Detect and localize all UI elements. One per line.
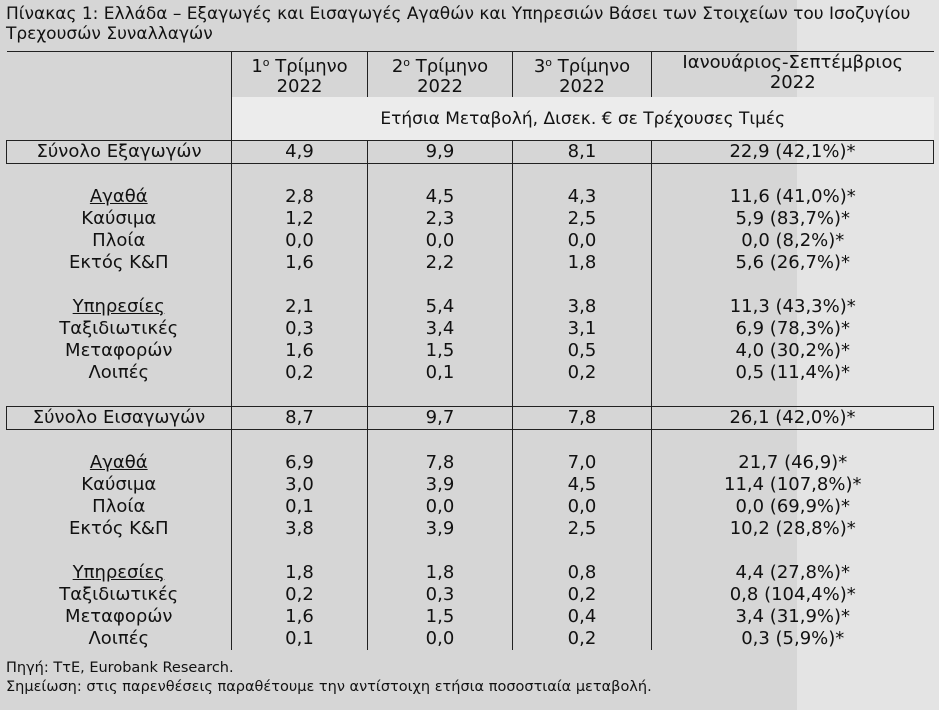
cell-q3: 2,5 bbox=[513, 518, 652, 540]
row-label: Λοιπές bbox=[88, 628, 150, 649]
spacer-row bbox=[7, 430, 934, 453]
cell-q3: 0,0 bbox=[513, 230, 652, 252]
table-row bbox=[7, 340, 934, 362]
row-label bbox=[7, 296, 232, 318]
cell-ytd: 0,0 (8,2%)* bbox=[652, 230, 934, 252]
cell-q2: 5,4 bbox=[368, 296, 513, 318]
cell-q2: 7,8 bbox=[368, 452, 513, 474]
cell-q3: 0,0 bbox=[513, 496, 652, 518]
header-q1-num: 1 bbox=[251, 56, 263, 77]
table-row bbox=[7, 628, 934, 650]
header-q1-word: Τρίμηνο bbox=[275, 56, 348, 77]
source-note: Πηγή: ΤτΕ, Eurobank Research. bbox=[6, 660, 234, 676]
row-label: Πλοία bbox=[92, 496, 146, 517]
table-row bbox=[7, 362, 934, 384]
cell-q2: 3,9 bbox=[368, 474, 513, 496]
cell-q2: 3,9 bbox=[368, 518, 513, 540]
header-q1-year: 2022 bbox=[276, 76, 323, 97]
row-label: Λοιπές bbox=[88, 362, 150, 383]
header-q3-word: Τρίμηνο bbox=[557, 56, 631, 77]
table-row bbox=[7, 296, 934, 318]
row-label: Εκτός Κ&Π bbox=[69, 252, 169, 273]
table-title: Πίνακας 1: Ελλάδα – Εξαγωγές και Εισαγωγές Αγαθών και Υπηρεσιών Βάσει των Στοιχείων του Ισοζυγίου Τρεχουσών Συναλλαγών bbox=[6, 4, 911, 44]
cell-q1: 1,8 bbox=[232, 562, 368, 584]
header-q3-sup: ο bbox=[545, 56, 552, 69]
cell-q1: 1,6 bbox=[232, 340, 368, 362]
cell-q3: 7,8 bbox=[513, 407, 652, 430]
cell-q1: 0,1 bbox=[232, 496, 368, 518]
cell-q3: 8,1 bbox=[513, 141, 652, 164]
exports-total-row bbox=[7, 141, 934, 164]
cell-q3: 3,8 bbox=[513, 296, 652, 318]
cell-q2: 2,2 bbox=[368, 252, 513, 274]
spacer-row bbox=[7, 164, 934, 187]
cell-q3: 4,5 bbox=[513, 474, 652, 496]
cell-q1: 1,2 bbox=[232, 208, 368, 230]
header-q1 bbox=[232, 52, 368, 98]
cell-q3: 0,5 bbox=[513, 340, 652, 362]
cell-q1: 0,2 bbox=[232, 584, 368, 606]
header-q2-num: 2 bbox=[391, 56, 404, 77]
header-q2 bbox=[368, 52, 513, 98]
table-row bbox=[7, 584, 934, 606]
row-label: Καύσιμα bbox=[81, 474, 157, 495]
cell-ytd: 3,4 (31,9%)* bbox=[652, 606, 934, 628]
cell-ytd: 4,0 (30,2%)* bbox=[652, 340, 934, 362]
cell-q2: 1,5 bbox=[368, 340, 513, 362]
cell-q1: 8,7 bbox=[232, 407, 368, 430]
cell-ytd: 0,3 (5,9%)* bbox=[652, 628, 934, 650]
table-row bbox=[7, 186, 934, 208]
cell-q1: 0,3 bbox=[232, 318, 368, 340]
spacer-row bbox=[7, 540, 934, 562]
cell-q2: 2,3 bbox=[368, 208, 513, 230]
table-row bbox=[7, 474, 934, 496]
cell-ytd: 5,9 (83,7%)* bbox=[652, 208, 934, 230]
cell-q3: 7,0 bbox=[513, 452, 652, 474]
cell-q1: 3,0 bbox=[232, 474, 368, 496]
cell-q2: 0,0 bbox=[368, 230, 513, 252]
header-row bbox=[7, 52, 934, 98]
cell-q3: 0,2 bbox=[513, 628, 652, 650]
row-label: Καύσιμα bbox=[81, 208, 157, 229]
row-label: Μεταφορών bbox=[65, 606, 173, 627]
cell-q1: 0,2 bbox=[232, 362, 368, 384]
row-label: Πλοία bbox=[92, 230, 146, 251]
cell-ytd: 0,5 (11,4%)* bbox=[652, 362, 934, 384]
cell-q3: 0,8 bbox=[513, 562, 652, 584]
header-jansep-year: 2022 bbox=[769, 72, 816, 93]
header-q2-word: Τρίμηνο bbox=[415, 56, 489, 77]
header-jansep-line1: Ιανουάριος-Σεπτέμβριος bbox=[682, 52, 904, 73]
table-row bbox=[7, 318, 934, 340]
row-label: Ταξιδιωτικές bbox=[59, 318, 179, 339]
header-q2-year: 2022 bbox=[417, 76, 463, 97]
row-label bbox=[7, 562, 232, 584]
cell-ytd: 4,4 (27,8%)* bbox=[652, 562, 934, 584]
header-empty bbox=[7, 52, 232, 98]
cell-q1: 2,8 bbox=[232, 186, 368, 208]
cell-ytd: 26,1 (42,0%)* bbox=[652, 407, 934, 430]
table-row bbox=[7, 496, 934, 518]
cell-q2: 9,9 bbox=[368, 141, 513, 164]
cell-q2: 0,0 bbox=[368, 496, 513, 518]
row-label bbox=[7, 452, 232, 474]
spacer-row bbox=[7, 274, 934, 296]
row-label-text: Αγαθά bbox=[89, 452, 148, 473]
row-label: Εκτός Κ&Π bbox=[69, 518, 169, 539]
cell-ytd: 11,6 (41,0%)* bbox=[652, 186, 934, 208]
cell-ytd: 11,4 (107,8%)* bbox=[652, 474, 934, 496]
table-row bbox=[7, 562, 934, 584]
cell-ytd: 6,9 (78,3%)* bbox=[652, 318, 934, 340]
table-row bbox=[7, 230, 934, 252]
cell-q1: 2,1 bbox=[232, 296, 368, 318]
cell-ytd: 10,2 (28,8%)* bbox=[652, 518, 934, 540]
header-q3 bbox=[513, 52, 652, 98]
cell-q3: 2,5 bbox=[513, 208, 652, 230]
cell-q1: 1,6 bbox=[232, 606, 368, 628]
row-label-text: Υπηρεσίες bbox=[72, 562, 165, 583]
trade-table bbox=[6, 51, 934, 650]
imports-total-row bbox=[7, 407, 934, 430]
cell-q2: 9,7 bbox=[368, 407, 513, 430]
row-label bbox=[7, 186, 232, 208]
cell-q1: 0,0 bbox=[232, 230, 368, 252]
cell-ytd: 5,6 (26,7%)* bbox=[652, 252, 934, 274]
cell-q1: 1,6 bbox=[232, 252, 368, 274]
cell-q2: 1,5 bbox=[368, 606, 513, 628]
spacer-row bbox=[7, 384, 934, 407]
cell-q3: 4,3 bbox=[513, 186, 652, 208]
cell-q3: 3,1 bbox=[513, 318, 652, 340]
cell-ytd: 11,3 (43,3%)* bbox=[652, 296, 934, 318]
unit-empty bbox=[7, 97, 232, 141]
row-label: Σύνολο Εισαγωγών bbox=[7, 407, 232, 430]
header-q1-sup: ο bbox=[262, 56, 270, 69]
table-row bbox=[7, 452, 934, 474]
cell-q2: 0,1 bbox=[368, 362, 513, 384]
cell-ytd: 22,9 (42,1%)* bbox=[652, 141, 934, 164]
cell-ytd: 21,7 (46,9)* bbox=[652, 452, 934, 474]
row-label: Μεταφορών bbox=[65, 340, 173, 361]
cell-q1: 6,9 bbox=[232, 452, 368, 474]
explanatory-note: Σημείωση: στις παρενθέσεις παραθέτουμε την αντίστοιχη ετήσια ποσοστιαία μεταβολή. bbox=[6, 679, 652, 695]
table-footer bbox=[6, 659, 652, 697]
unit-row bbox=[7, 97, 934, 141]
table-row bbox=[7, 252, 934, 274]
cell-q1: 4,9 bbox=[232, 141, 368, 164]
cell-q2: 1,8 bbox=[368, 562, 513, 584]
row-label-text: Αγαθά bbox=[89, 186, 148, 207]
cell-q1: 0,1 bbox=[232, 628, 368, 650]
row-label: Σύνολο Εξαγωγών bbox=[7, 141, 232, 164]
header-q2-sup: ο bbox=[403, 56, 410, 69]
cell-q1: 3,8 bbox=[232, 518, 368, 540]
cell-q3: 0,2 bbox=[513, 362, 652, 384]
table-row bbox=[7, 208, 934, 230]
cell-q3: 0,4 bbox=[513, 606, 652, 628]
table-row bbox=[7, 518, 934, 540]
cell-ytd: 0,8 (104,4%)* bbox=[652, 584, 934, 606]
cell-q3: 0,2 bbox=[513, 584, 652, 606]
cell-q3: 1,8 bbox=[513, 252, 652, 274]
table-row bbox=[7, 606, 934, 628]
row-label-text: Υπηρεσίες bbox=[72, 296, 165, 317]
cell-q2: 3,4 bbox=[368, 318, 513, 340]
unit-label: Ετήσια Μεταβολή, Δισεκ. € σε Τρέχουσες Τιμές bbox=[232, 97, 934, 141]
cell-q2: 0,3 bbox=[368, 584, 513, 606]
header-q3-year: 2022 bbox=[559, 76, 605, 97]
header-q3-num: 3 bbox=[533, 56, 546, 77]
cell-ytd: 0,0 (69,9%)* bbox=[652, 496, 934, 518]
header-jansep bbox=[652, 52, 934, 98]
cell-q2: 0,0 bbox=[368, 628, 513, 650]
row-label: Ταξιδιωτικές bbox=[59, 584, 179, 605]
cell-q2: 4,5 bbox=[368, 186, 513, 208]
